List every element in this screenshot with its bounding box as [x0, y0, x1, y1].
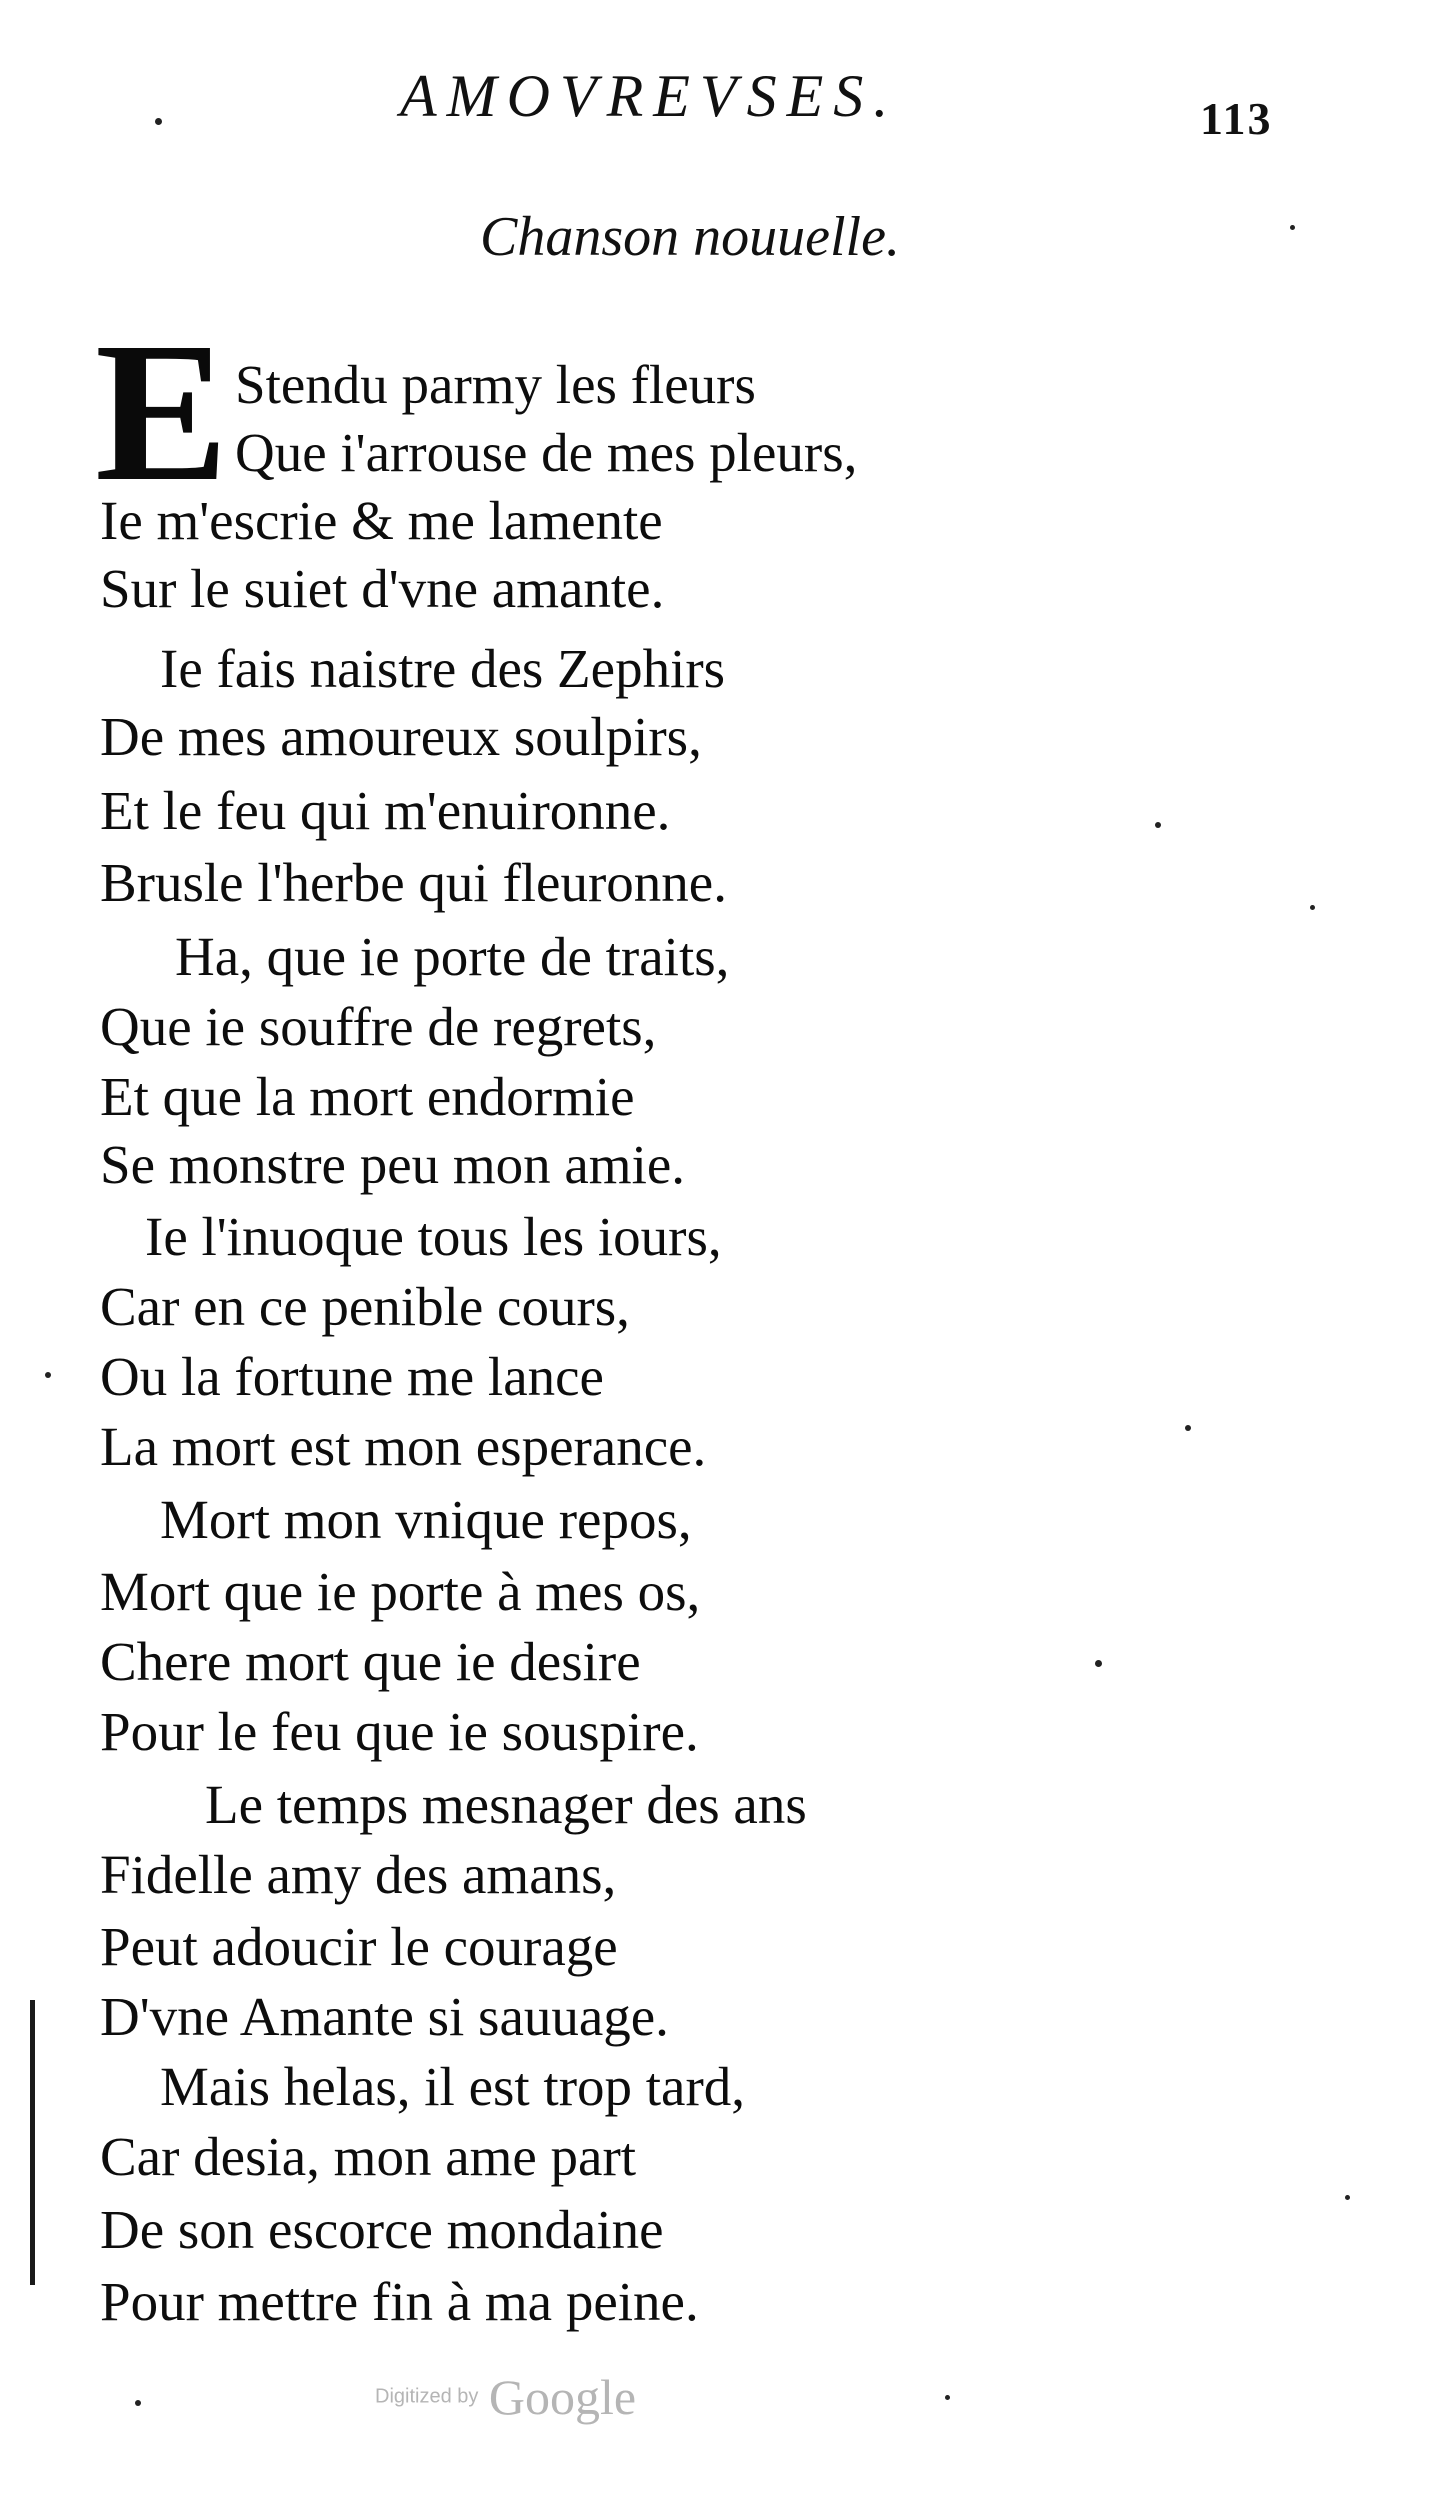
- drop-cap: E: [95, 302, 229, 523]
- poem-line: Ou la fortune me lance: [100, 1346, 604, 1407]
- poem-line: La mort est mon esperance.: [100, 1416, 707, 1477]
- poem-line: Ie l'inuoque tous les iours,: [145, 1206, 722, 1267]
- scan-speck: [1345, 2195, 1350, 2200]
- poem-line: D'vne Amante si sauuage.: [100, 1986, 669, 2047]
- poem-line: Que ie souffre de regrets,: [100, 996, 657, 1057]
- poem-line: Ie m'escrie & me lamente: [100, 490, 663, 551]
- scan-speck: [945, 2395, 950, 2400]
- poem-line: De mes amoureux soulpirs,: [100, 706, 702, 767]
- poem-line: Sur le suiet d'vne amante.: [100, 558, 665, 619]
- scan-speck: [1185, 1425, 1191, 1431]
- poem-line: Brusle l'herbe qui fleuronne.: [100, 852, 727, 913]
- poem-line: Ie fais naistre des Zephirs: [160, 638, 726, 699]
- poem-line: Et que la mort endormie: [100, 1066, 635, 1127]
- poem-line: Car en ce penible cours,: [100, 1276, 630, 1337]
- poem-line: Pour le feu que ie souspire.: [100, 1701, 699, 1762]
- poem-line: Car desia, mon ame part: [100, 2126, 637, 2187]
- poem-line: Mort que ie porte à mes os,: [100, 1561, 701, 1622]
- poem-line: Fidelle amy des amans,: [100, 1844, 617, 1905]
- google-logo: Google: [488, 2369, 637, 2425]
- scan-speck: [1290, 225, 1295, 230]
- poem-line: Se monstre peu mon amie.: [100, 1134, 686, 1195]
- scan-speck: [1310, 905, 1315, 910]
- margin-rule: [30, 2000, 35, 2285]
- poem-line: Et le feu qui m'enuironne.: [100, 780, 671, 841]
- scan-speck: [1095, 1660, 1102, 1667]
- poem-line: Pour mettre fin à ma peine.: [100, 2271, 699, 2332]
- poem-line: Stendu parmy les fleurs: [235, 354, 756, 415]
- scan-speck: [155, 118, 162, 125]
- scan-speck: [1155, 822, 1161, 828]
- song-title: Chanson nouuelle.: [480, 206, 900, 268]
- running-title: AMOVREVSES.: [400, 63, 899, 129]
- digitized-label: Digitized by: [375, 2385, 479, 2408]
- poem-line: Que i'arrouse de mes pleurs,: [235, 422, 858, 483]
- scan-speck: [135, 2400, 141, 2406]
- scan-speck: [45, 1372, 51, 1378]
- poem-line: Peut adoucir le courage: [100, 1916, 618, 1977]
- poem-line: Chere mort que ie desire: [100, 1631, 641, 1692]
- poem-line: Ha, que ie porte de traits,: [175, 926, 730, 987]
- google-watermark: [375, 2368, 636, 2426]
- page-number: 113: [1200, 93, 1273, 144]
- poem-line: De son escorce mondaine: [100, 2199, 664, 2260]
- poem-line: Mais helas, il est trop tard,: [160, 2056, 746, 2117]
- poem-line: Le temps mesnager des ans: [205, 1774, 807, 1835]
- poem-line: Mort mon vnique repos,: [160, 1489, 692, 1550]
